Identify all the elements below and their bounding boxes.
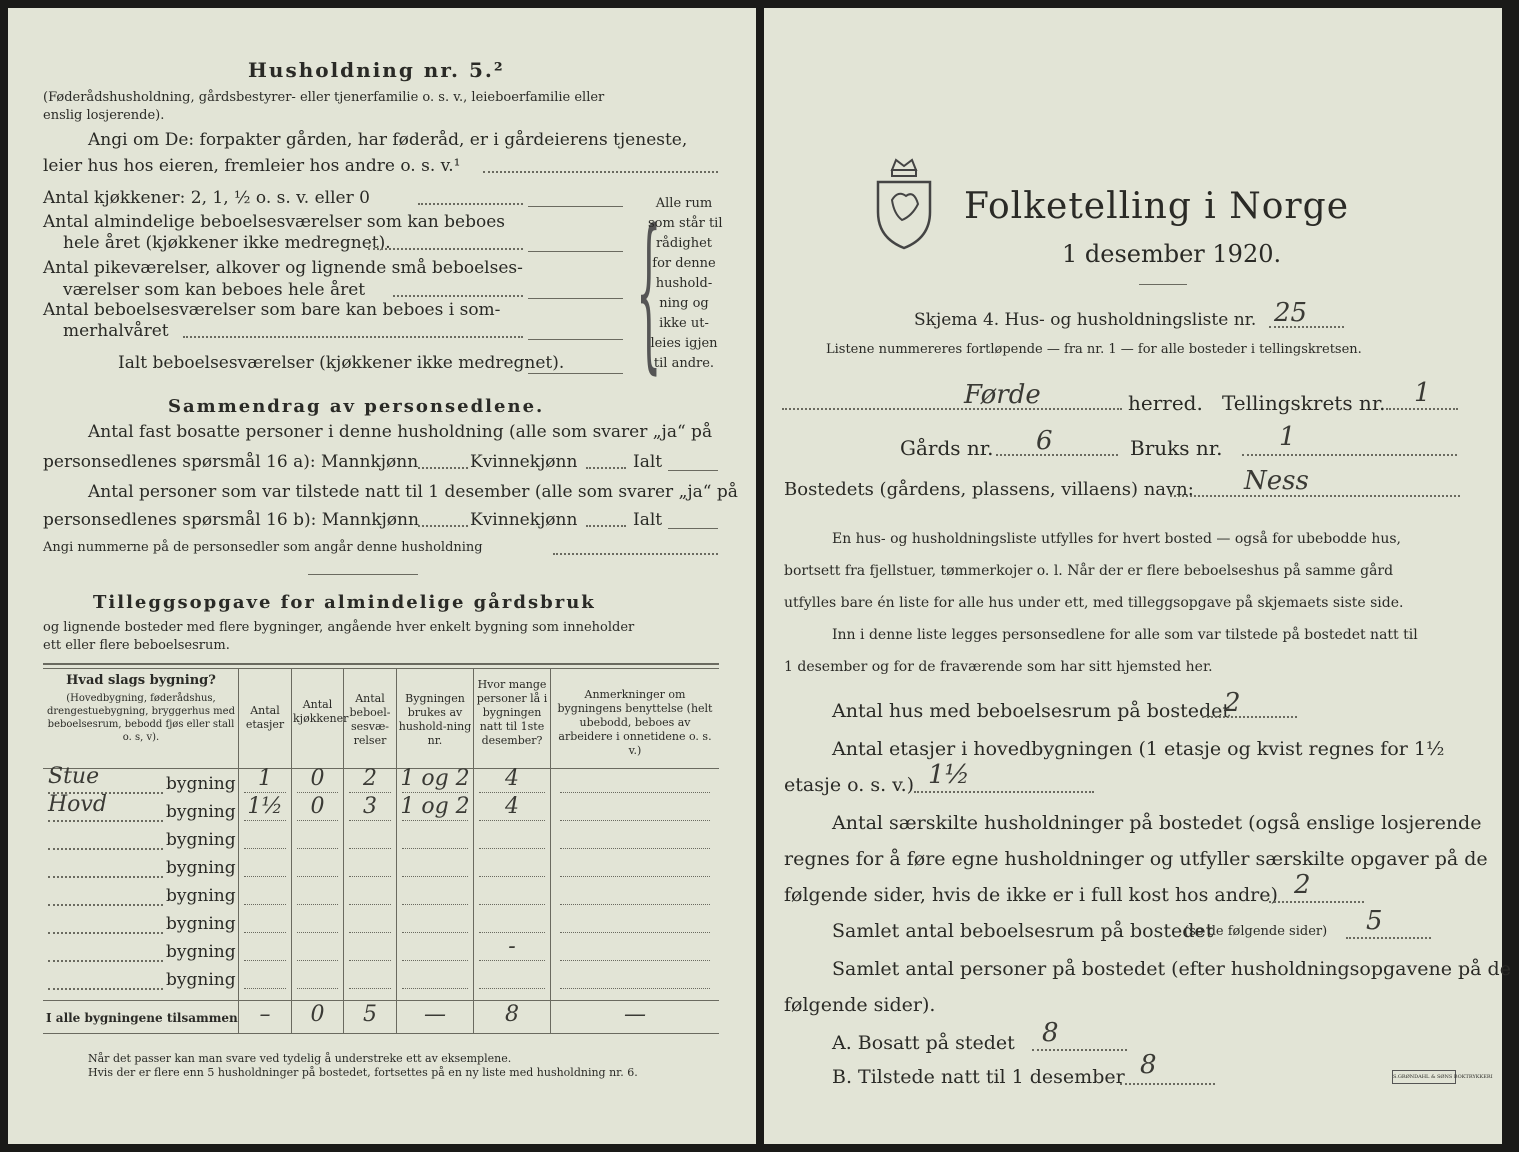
col-header-etasjer: Antal etasjer [245, 704, 285, 731]
building-row-label: bygning [166, 830, 236, 850]
side-note [648, 194, 723, 374]
building-row-label: bygning [166, 802, 236, 822]
side-note-line: Alle rum [655, 196, 713, 211]
cell-kjokken: 0 [310, 766, 325, 791]
side-note-line: rådighet [655, 236, 713, 251]
cell-pers: 4 [505, 766, 519, 791]
census-date: 1 desember 1920. [1062, 240, 1282, 268]
total-label: I alle bygningene tilsammen [46, 1011, 238, 1025]
total-husholdning: — [424, 1002, 446, 1027]
household-title: Husholdning nr. 5.² [248, 58, 505, 82]
census-title: Folketelling i Norge [964, 186, 1349, 227]
ialt-label-1: Ialt [633, 452, 663, 472]
kvinne-label-1: Kvinnekjønn [470, 452, 578, 472]
building-row-label: bygning [166, 886, 236, 906]
total-anmerkninger: — [624, 1002, 646, 1027]
ialt-label-2: Ialt [633, 510, 663, 530]
col-header-personer: Hvor mange personer lå i bygningen natt til 1ste desember? [476, 678, 548, 747]
hus-value: 2 [1224, 688, 1241, 718]
sammendrag-1a: Antal fast bosatte personer i denne husholdning (alle som svarer „ja“ på [88, 422, 713, 442]
cell-rom: 2 [363, 766, 377, 791]
building-name: Stue [48, 764, 100, 789]
building-row-label: bygning [166, 774, 236, 794]
rooms-ialt: Ialt beboelsesværelser (kjøkkener ikke medregnet). [118, 353, 565, 373]
coat-of-arms-icon [872, 156, 936, 250]
side-note-line: ikke ut- [659, 316, 709, 331]
rooms-som-2: merhalvåret [63, 321, 169, 341]
listene-note: Listene nummereres fortløpende — fra nr. 1 — for alle bosteder i tellingskretsen. [826, 342, 1362, 357]
samlet-rom-label: Samlet antal beboelsesrum på bostedet [832, 920, 1214, 942]
col-header-rom: Antal beboel-sesvæ-relser [349, 692, 391, 747]
samlet-rom-value: 5 [1366, 906, 1383, 936]
tilstede-value: 8 [1140, 1050, 1157, 1080]
cell-etasjer: 1½ [247, 794, 283, 819]
footnote-1: Når det passer kan man svare ved tydelig å understreke ett av eksemplene. [88, 1052, 512, 1065]
cell-pers: 4 [505, 794, 519, 819]
skjema-label: Skjema 4. Hus- og husholdningsliste nr. [914, 310, 1257, 330]
herred-label: herred. [1128, 391, 1203, 415]
bosted-label: Bostedets (gårdens, plassens, villaens) navn: [784, 479, 1194, 500]
side-note-line: for denne [652, 256, 716, 271]
sarskilte-value: 2 [1294, 870, 1311, 900]
angi-line-1: Angi om De: forpakter gården, har føderåd, er i gårdeierens tjeneste, [88, 130, 688, 150]
printer-stamp: S.GRØNDAHL & SØNS BOKTRYKKERI [1392, 1070, 1456, 1084]
para-1: En hus- og husholdningsliste utfylles for hvert bosted — også for ubebodde hus, [832, 531, 1401, 547]
gards-value: 6 [1036, 426, 1053, 456]
total-kjokken: 0 [310, 1002, 325, 1027]
building-row-label: bygning [166, 942, 236, 962]
total-rom: 5 [363, 1002, 377, 1027]
rooms-pike-2: værelser som kan beboes hele året [63, 280, 366, 300]
building-name: Hovd [48, 792, 107, 817]
rooms-kjokkener: Antal kjøkkener: 2, 1, ½ o. s. v. eller 0 [43, 188, 370, 208]
samlet-rom-sub: (se de følgende sider) [1184, 924, 1328, 939]
intro-line-1: (Føderådshusholdning, gårdsbestyrer- eller tjenerfamilie o. s. v., leieboerfamilie eller [43, 90, 605, 105]
sarskilte-line-1: Antal særskilte husholdninger på bostedet (også enslige losjerende [832, 812, 1482, 834]
cell-hush: 1 og 2 [400, 794, 470, 819]
col-header-building-sub: (Hovedbygning, føderådshus, drengestuebygning, bryggerhus med beboelsesrum, bebodd fjøs eller stall o. s, v). [47, 693, 235, 743]
rooms-som-1: Antal beboelsesværelser som bare kan beboes i som- [43, 300, 501, 320]
total-personer: 8 [505, 1002, 519, 1027]
tilstede-label: B. Tilstede natt til 1 desember [832, 1066, 1125, 1088]
sammendrag-1b: personsedlenes spørsmål 16 a): Mannkjønn [43, 452, 419, 472]
etasjer-value: 1½ [928, 760, 970, 790]
gards-label: Gårds nr. [900, 436, 994, 460]
col-header-husholdning: Bygningen brukes av hushold-ning nr. [398, 692, 472, 747]
rooms-alm-1: Antal almindelige beboelsesværelser som kan beboes [43, 212, 505, 232]
para-2: bortsett fra fjellstuer, tømmerkojer o. l. Når der er flere beboelseshus på samme gård [784, 563, 1394, 579]
building-row-label: bygning [166, 858, 236, 878]
col-header-kjokkener: Antal kjøkkener [293, 698, 349, 725]
cell-pers: - [508, 934, 516, 959]
tillegg-title: Tilleggsopgave for almindelige gårdsbruk [93, 592, 596, 613]
bosted-value: Ness [1244, 466, 1309, 496]
footnote-2: Hvis der er flere enn 5 husholdninger på bostedet, fortsettes på en ny liste med husholdning nr. 6. [88, 1066, 638, 1079]
angi-line-2: leier hus hos eieren, fremleier hos andre o. s. v.¹ [43, 156, 461, 176]
bruks-value: 1 [1279, 422, 1296, 452]
angi-nummer: Angi nummerne på de personsedler som angår denne husholdning [43, 540, 483, 555]
kvinne-label-2: Kvinnekjønn [470, 510, 578, 530]
sammendrag-2b: personsedlenes spørsmål 16 b): Mannkjønn [43, 510, 419, 530]
tillegg-line-2: ett eller flere beboelsesrum. [43, 638, 230, 653]
sammendrag-title: Sammendrag av personsedlene. [168, 396, 545, 417]
tellingskrets-value: 1 [1414, 378, 1431, 408]
bosatt-label: A. Bosatt på stedet [832, 1032, 1015, 1054]
col-header-building: Hvad slags bygning? [66, 673, 216, 688]
herred-value: Førde [964, 380, 1041, 410]
samlet-pers-line-2: følgende sider). [784, 994, 936, 1016]
skjema-value: 25 [1274, 298, 1308, 328]
sarskilte-line-2: regnes for å føre egne husholdninger og utfyller særskilte opgaver på de [784, 848, 1488, 870]
building-row-label: bygning [166, 970, 236, 990]
side-note-line: leies igjen [650, 336, 718, 351]
hus-label: Antal hus med beboelsesrum på bostedet [832, 700, 1231, 722]
tillegg-line-1: og lignende bosteder med flere bygninger, angående hver enkelt bygning som inneholder [43, 620, 635, 635]
para-3: utfylles bare én liste for alle hus under ett, med tilleggsopgave på skjemaets siste side. [784, 595, 1404, 611]
side-note-line: ning og [659, 296, 709, 311]
right-page [764, 8, 1511, 1144]
cell-hush: 1 og 2 [400, 766, 470, 791]
sarskilte-line-3: følgende sider, hvis de ikke er i full kost hos andre) [784, 884, 1278, 906]
intro-line-2: enslig losjerende). [43, 108, 165, 123]
total-etasjer: – [259, 1002, 271, 1027]
left-page: Husholdning nr. 5.² (Føderådshusholdning, gårdsbestyrer- eller tjenerfamilie o. s. v., leieboerfamilie eller enslig losjerende). Angi om De: forpakter gården, har føderåd, er i gårdeierens tjeneste, leier hus hos eieren, fremleier hos andre o. s. v.¹ Antal kjøkkener: 2, 1, ½ o. s. v. eller 0 Antal almindelige beboelsesværelser som kan beboes hele året (kjøkkener ikke medregnet). Antal pikeværelser, alkover og lignende små beboelses- værelser som kan beboes hele året Antal beboelsesværelser som bare kan beboes i som- merhalvåret Ialt beboelsesværelser (kjøkkener ikke medregnet). { Alle rum som står til rådighet for denne hushold- ning og ikke ut- leies igjen til andre. Sammendrag av personsedlene. Antal fast bosatte personer i denne husholdning (alle som svarer „ja“ på personsedlenes spørsmål 16 a): Mannkjønn Kvinnekjønn Ialt Antal personer som var tilstede natt til 1 desember (alle som svarer „ja“ på personsedlenes spørsmål 16 b): Mannkjønn Kvinnekjønn Ialt Angi nummerne på de personsedler som angår denne husholdning Tilleggsopgave for almindelige gårdsbruk og lignende bosteder med flere bygninger, angående hver enkelt bygning som inneholder ett eller flere beboelsesrum. Hvad slags bygning? (Hovedbygning, føderådshus, drengestuebygning, bryggerhus med beboelsesrum, bebodd fjøs eller stall o. s, v). Antal etasjer Antal kjøkkener Antal beboel-sesvæ-relser Bygningen brukes av hushold-ning nr. Hvor mange personer lå i bygningen natt til 1ste desember? Anmerkninger om bygningens benyttelse (helt ubebodd, beboes av arbeidere i onnetidene o. s. v.) I alle bygningene tilsammen – 0 5 — 8 — Når det passer kan man svare ved tydelig å understreke ett av eksemplene. Hvis der er flere enn 5 husholdninger på bostedet, fortsettes på en ny liste med husholdning nr. 6. Stue bygning 1 0 2 1 og 2 4 Hovd bygning 1½ 0 3 1 og 2 4 bygning bygning bygning bygning bygning - bygning [8, 8, 756, 1144]
samlet-pers-line-1: Samlet antal personer på bostedet (efter husholdningsopgavene på de [832, 958, 1511, 980]
etasjer-line-1: Antal etasjer i hovedbygningen (1 etasje og kvist regnes for 1½ [832, 738, 1445, 760]
cell-kjokken: 0 [310, 794, 325, 819]
para-5: 1 desember og for de fraværende som har sitt hjemsted her. [784, 659, 1213, 675]
bruks-label: Bruks nr. [1130, 436, 1223, 460]
side-note-line: hushold- [655, 276, 713, 291]
etasjer-line-2: etasje o. s. v.) [784, 774, 915, 796]
para-4: Inn i denne liste legges personsedlene for alle som var tilstede på bostedet natt til [832, 627, 1418, 643]
rooms-alm-2: hele året (kjøkkener ikke medregnet). [63, 233, 391, 253]
rooms-pike-1: Antal pikeværelser, alkover og lignende små beboelses- [43, 258, 523, 278]
bosatt-value: 8 [1042, 1018, 1059, 1048]
col-header-anmerkninger: Anmerkninger om bygningens benyttelse (helt ubebodd, beboes av arbeidere i onnetidene o. s. v.) [557, 688, 713, 757]
cell-rom: 3 [363, 794, 377, 819]
cell-etasjer: 1 [258, 766, 272, 791]
sammendrag-2a: Antal personer som var tilstede natt til 1 desember (alle som svarer „ja“ på [88, 482, 738, 502]
building-row-label: bygning [166, 914, 236, 934]
side-note-line: som står til [648, 216, 723, 231]
side-note-line: til andre. [653, 356, 715, 371]
tellingskrets-label: Tellingskrets nr. [1222, 391, 1386, 415]
